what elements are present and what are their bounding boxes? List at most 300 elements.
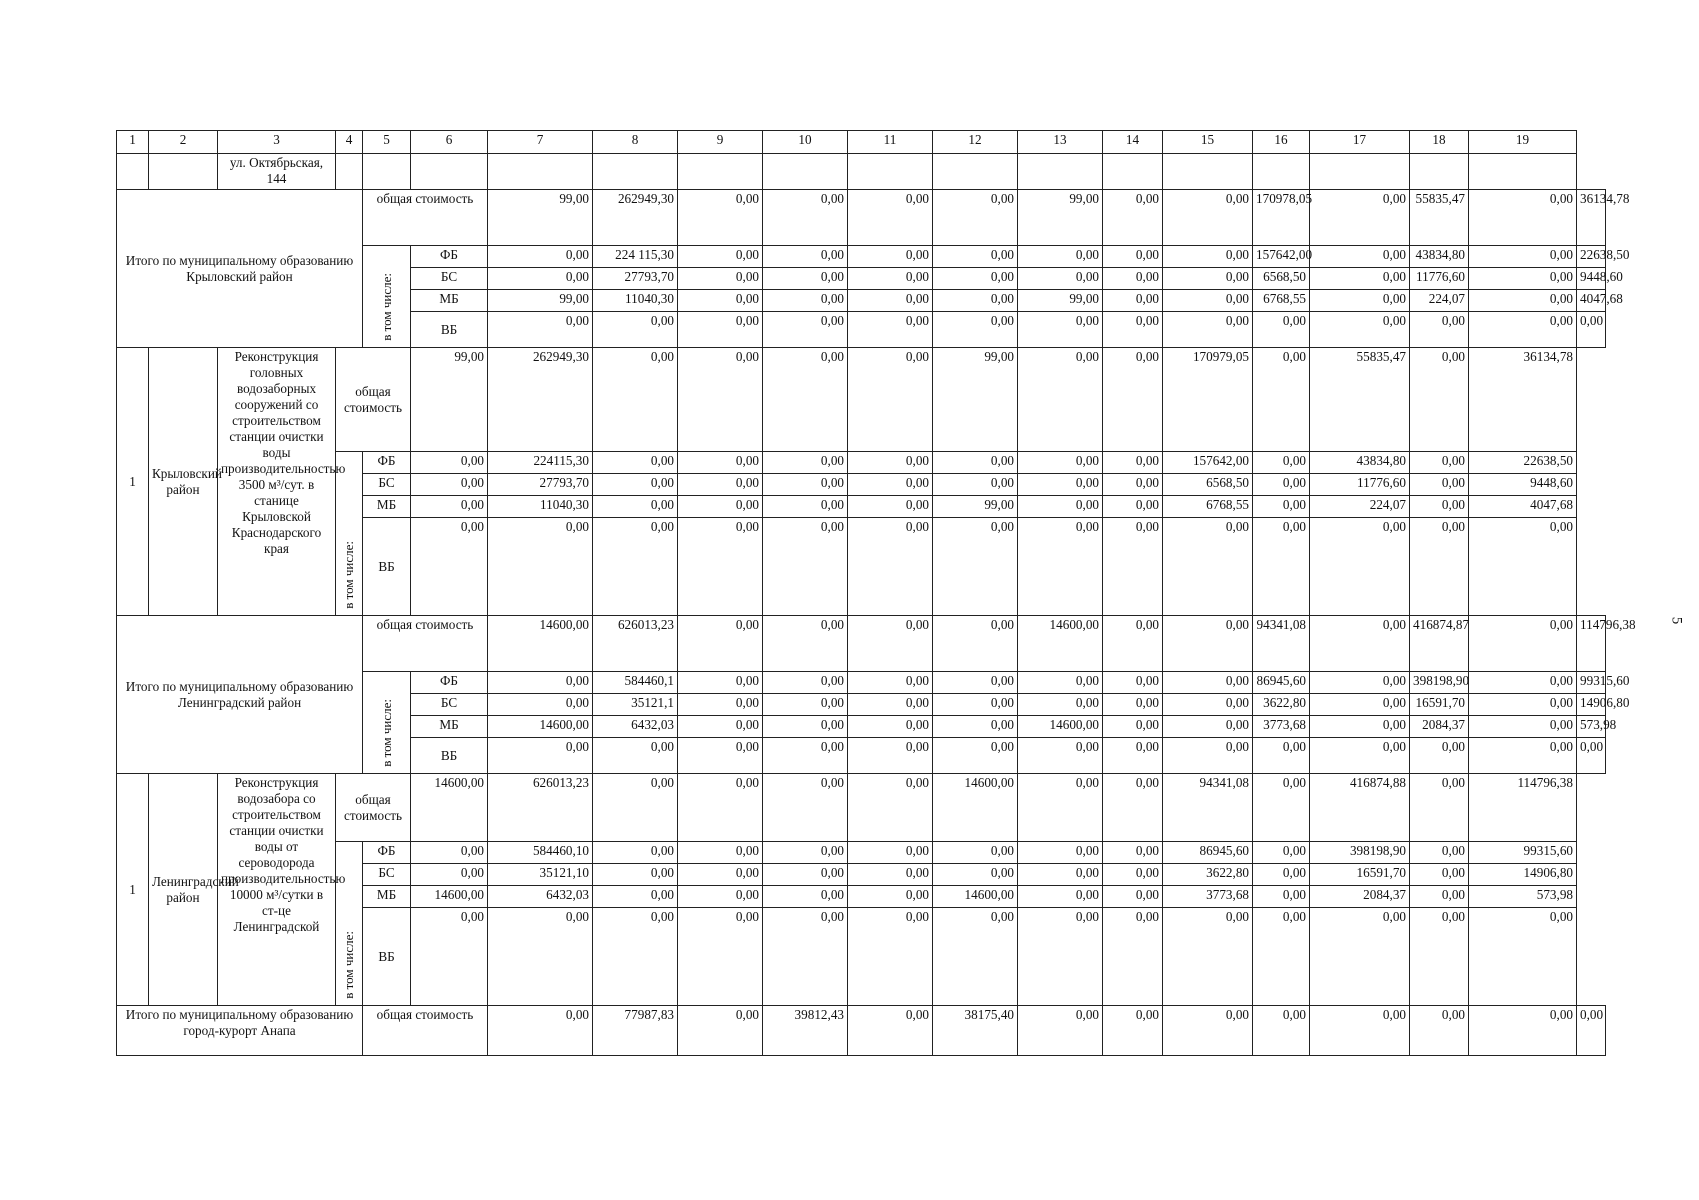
value-cell: 0,00: [933, 672, 1018, 694]
value-cell: 0,00: [593, 738, 678, 774]
value-cell: 0,00: [1103, 886, 1163, 908]
value-cell: 36134,78: [1577, 190, 1606, 246]
value-cell: 0,00: [1253, 1006, 1310, 1056]
column-number: 9: [678, 131, 763, 154]
value-cell: 0,00: [933, 312, 1018, 348]
value-cell: 55835,47: [1410, 190, 1469, 246]
value-cell: 0,00: [678, 452, 763, 474]
value-cell: 0,00: [593, 864, 678, 886]
empty-cell: [763, 154, 848, 190]
value-cell: 170978,05: [1253, 190, 1310, 246]
value-cell: 0,00: [1103, 496, 1163, 518]
value-cell: 0,00: [763, 246, 848, 268]
value-cell: 0,00: [1469, 268, 1577, 290]
empty-cell: [678, 154, 763, 190]
value-cell: 0,00: [1018, 738, 1103, 774]
value-cell: 0,00: [411, 908, 488, 1006]
value-cell: 0,00: [1410, 518, 1469, 616]
value-cell: 0,00: [1310, 616, 1410, 672]
empty-cell: [848, 154, 933, 190]
value-cell: 0,00: [1163, 616, 1253, 672]
value-cell: 0,00: [763, 694, 848, 716]
value-cell: 584460,10: [488, 842, 593, 864]
value-cell: 0,00: [1018, 774, 1103, 842]
value-cell: 0,00: [1103, 246, 1163, 268]
in-total-label: [363, 672, 411, 774]
value-cell: 0,00: [488, 246, 593, 268]
value-cell: 0,00: [411, 496, 488, 518]
column-number: 13: [1018, 131, 1103, 154]
funding-source-label: МБ: [411, 716, 488, 738]
value-cell: 0,00: [1253, 908, 1310, 1006]
value-cell: 0,00: [1018, 908, 1103, 1006]
value-cell: 9448,60: [1577, 268, 1606, 290]
value-cell: 14600,00: [1018, 716, 1103, 738]
column-number: 19: [1469, 131, 1577, 154]
value-cell: 0,00: [1018, 518, 1103, 616]
value-cell: 0,00: [1018, 672, 1103, 694]
value-cell: 0,00: [678, 716, 763, 738]
value-cell: 0,00: [1163, 716, 1253, 738]
in-total-text: в том числе:: [341, 931, 356, 999]
value-cell: 0,00: [1103, 672, 1163, 694]
value-cell: 0,00: [1018, 886, 1103, 908]
value-cell: 0,00: [848, 312, 933, 348]
value-cell: 0,00: [933, 616, 1018, 672]
column-number: 18: [1410, 131, 1469, 154]
value-cell: 0,00: [1310, 716, 1410, 738]
column-number: 11: [848, 131, 933, 154]
value-cell: 14600,00: [933, 774, 1018, 842]
value-cell: 55835,47: [1310, 348, 1410, 452]
column-number: 8: [593, 131, 678, 154]
value-cell: 0,00: [1103, 518, 1163, 616]
value-cell: 0,00: [1310, 908, 1410, 1006]
column-number: 4: [336, 131, 363, 154]
value-cell: 0,00: [1103, 774, 1163, 842]
value-cell: 0,00: [411, 518, 488, 616]
column-number: 17: [1310, 131, 1410, 154]
value-cell: 11040,30: [488, 496, 593, 518]
value-cell: 0,00: [678, 290, 763, 312]
value-cell: 0,00: [1410, 864, 1469, 886]
value-cell: 0,00: [678, 886, 763, 908]
value-cell: 14600,00: [411, 886, 488, 908]
value-cell: 626013,23: [488, 774, 593, 842]
value-cell: 0,00: [933, 246, 1018, 268]
value-cell: 0,00: [1310, 694, 1410, 716]
value-cell: 0,00: [1577, 738, 1606, 774]
empty-cell: [1253, 154, 1310, 190]
value-cell: 0,00: [678, 190, 763, 246]
value-cell: 0,00: [411, 864, 488, 886]
value-cell: 0,00: [1310, 672, 1410, 694]
value-cell: 0,00: [1253, 452, 1310, 474]
total-cost-label: общая стоимость: [363, 1006, 488, 1056]
value-cell: 0,00: [488, 672, 593, 694]
value-cell: 0,00: [1103, 1006, 1163, 1056]
value-cell: 14600,00: [488, 716, 593, 738]
value-cell: 573,98: [1577, 716, 1606, 738]
value-cell: 0,00: [848, 190, 933, 246]
funding-source-label: МБ: [363, 886, 411, 908]
empty-cell: [1163, 154, 1253, 190]
value-cell: 0,00: [593, 312, 678, 348]
value-cell: 99,00: [933, 348, 1018, 452]
value-cell: 39812,43: [763, 1006, 848, 1056]
value-cell: 0,00: [763, 474, 848, 496]
value-cell: 0,00: [933, 738, 1018, 774]
value-cell: 0,00: [1469, 738, 1577, 774]
project-number: 1: [117, 774, 149, 1006]
value-cell: 0,00: [1018, 246, 1103, 268]
value-cell: 0,00: [1310, 738, 1410, 774]
value-cell: 0,00: [1310, 1006, 1410, 1056]
value-cell: 6568,50: [1163, 474, 1253, 496]
value-cell: 0,00: [593, 518, 678, 616]
value-cell: 0,00: [848, 246, 933, 268]
value-cell: 573,98: [1469, 886, 1577, 908]
value-cell: 0,00: [1103, 738, 1163, 774]
value-cell: 0,00: [1018, 348, 1103, 452]
value-cell: 0,00: [1163, 1006, 1253, 1056]
value-cell: 0,00: [1253, 864, 1310, 886]
value-cell: 0,00: [1410, 1006, 1469, 1056]
funding-source-label: БС: [411, 694, 488, 716]
column-number: 12: [933, 131, 1018, 154]
value-cell: 16591,70: [1410, 694, 1469, 716]
value-cell: 94341,08: [1163, 774, 1253, 842]
funding-source-label: ФБ: [363, 842, 411, 864]
value-cell: 0,00: [1018, 864, 1103, 886]
table-body: [117, 131, 1636, 1056]
empty-cell: [336, 154, 363, 190]
funding-source-label: БС: [363, 864, 411, 886]
value-cell: 0,00: [1310, 268, 1410, 290]
value-cell: 0,00: [933, 452, 1018, 474]
in-total-text: в том числе:: [378, 699, 394, 767]
in-total-text: в том числе:: [378, 273, 394, 341]
value-cell: 0,00: [1163, 268, 1253, 290]
value-cell: 0,00: [848, 908, 933, 1006]
value-cell: 0,00: [678, 738, 763, 774]
value-cell: 14600,00: [488, 616, 593, 672]
value-cell: 0,00: [933, 518, 1018, 616]
value-cell: 0,00: [593, 474, 678, 496]
value-cell: 0,00: [1469, 190, 1577, 246]
value-cell: 0,00: [488, 312, 593, 348]
value-cell: 14906,80: [1577, 694, 1606, 716]
column-number: 2: [149, 131, 218, 154]
value-cell: 0,00: [763, 452, 848, 474]
empty-cell: [1469, 154, 1577, 190]
value-cell: 0,00: [488, 908, 593, 1006]
value-cell: 170979,05: [1163, 348, 1253, 452]
value-cell: 0,00: [848, 1006, 933, 1056]
value-cell: 0,00: [763, 774, 848, 842]
project-number: 1: [117, 348, 149, 616]
funding-source-label: БС: [411, 268, 488, 290]
column-number: 14: [1103, 131, 1163, 154]
value-cell: 0,00: [1103, 312, 1163, 348]
value-cell: 0,00: [848, 496, 933, 518]
value-cell: 0,00: [593, 842, 678, 864]
value-cell: 4047,68: [1469, 496, 1577, 518]
value-cell: 0,00: [678, 348, 763, 452]
value-cell: 0,00: [1253, 886, 1310, 908]
value-cell: 114796,38: [1577, 616, 1606, 672]
value-cell: 0,00: [763, 496, 848, 518]
value-cell: 11776,60: [1310, 474, 1410, 496]
value-cell: 0,00: [1469, 672, 1577, 694]
value-cell: 0,00: [1163, 694, 1253, 716]
value-cell: 0,00: [411, 474, 488, 496]
municipal-total-title: Итого по муниципальному образованию город-курорт Анапа: [117, 1006, 363, 1056]
value-cell: 0,00: [1410, 738, 1469, 774]
funding-source-label: БС: [363, 474, 411, 496]
empty-cell: [411, 154, 488, 190]
municipal-total-title: Итого по муниципальному образованию Крыловский район: [117, 190, 363, 348]
budget-table: [116, 130, 1636, 1056]
value-cell: 0,00: [1469, 1006, 1577, 1056]
empty-cell: [117, 154, 149, 190]
value-cell: 262949,30: [488, 348, 593, 452]
value-cell: 22638,50: [1577, 246, 1606, 268]
value-cell: 0,00: [848, 290, 933, 312]
value-cell: 0,00: [1103, 268, 1163, 290]
value-cell: 0,00: [933, 190, 1018, 246]
value-cell: 0,00: [1310, 190, 1410, 246]
value-cell: 157642,00: [1253, 246, 1310, 268]
value-cell: 416874,88: [1310, 774, 1410, 842]
total-cost-label: общая стоимость: [336, 348, 411, 452]
column-number: 3: [218, 131, 336, 154]
value-cell: 36134,78: [1469, 348, 1577, 452]
column-number: 1: [117, 131, 149, 154]
value-cell: 0,00: [763, 518, 848, 616]
value-cell: 99,00: [488, 190, 593, 246]
value-cell: 86945,60: [1253, 672, 1310, 694]
value-cell: 0,00: [848, 474, 933, 496]
value-cell: 0,00: [1163, 672, 1253, 694]
value-cell: 43834,80: [1410, 246, 1469, 268]
value-cell: 3773,68: [1163, 886, 1253, 908]
value-cell: 0,00: [1163, 738, 1253, 774]
value-cell: 43834,80: [1310, 452, 1410, 474]
value-cell: 3622,80: [1163, 864, 1253, 886]
value-cell: 0,00: [1410, 842, 1469, 864]
column-number: 6: [411, 131, 488, 154]
value-cell: 99315,60: [1469, 842, 1577, 864]
value-cell: 0,00: [488, 1006, 593, 1056]
value-cell: 0,00: [763, 616, 848, 672]
funding-source-label: ВБ: [411, 738, 488, 774]
total-row: [117, 616, 1606, 672]
empty-cell: [1103, 154, 1163, 190]
value-cell: 0,00: [1103, 616, 1163, 672]
project-row: [117, 842, 1606, 864]
value-cell: 35121,1: [593, 694, 678, 716]
final-total-row: [117, 1006, 1606, 1056]
value-cell: 0,00: [1410, 348, 1469, 452]
value-cell: 99,00: [933, 496, 1018, 518]
project-description: Реконструкция головных водозаборных сооружений со строительством станции очистки воды производительностью 3500 м³/сут. в станице Крыловской Краснодарского края: [218, 348, 336, 616]
value-cell: 0,00: [593, 452, 678, 474]
in-total-label: [363, 246, 411, 348]
value-cell: 0,00: [678, 908, 763, 1006]
value-cell: 0,00: [678, 312, 763, 348]
value-cell: 3622,80: [1253, 694, 1310, 716]
value-cell: 0,00: [763, 842, 848, 864]
value-cell: 416874,87: [1410, 616, 1469, 672]
column-number: 7: [488, 131, 593, 154]
value-cell: 114796,38: [1469, 774, 1577, 842]
value-cell: 0,00: [1018, 496, 1103, 518]
value-cell: 0,00: [848, 694, 933, 716]
value-cell: 0,00: [1163, 246, 1253, 268]
value-cell: 224115,30: [488, 452, 593, 474]
project-address: ул. Октябрьская, 144: [218, 154, 336, 190]
value-cell: 0,00: [763, 864, 848, 886]
value-cell: 0,00: [848, 348, 933, 452]
value-cell: 99,00: [1018, 290, 1103, 312]
project-district: Крыловский район: [149, 348, 218, 616]
value-cell: 0,00: [1253, 348, 1310, 452]
value-cell: 0,00: [763, 886, 848, 908]
value-cell: 0,00: [763, 290, 848, 312]
value-cell: 0,00: [763, 908, 848, 1006]
column-number: 10: [763, 131, 848, 154]
value-cell: 2084,37: [1310, 886, 1410, 908]
value-cell: 0,00: [593, 908, 678, 1006]
value-cell: 0,00: [678, 616, 763, 672]
value-cell: 14600,00: [1018, 616, 1103, 672]
value-cell: 0,00: [1469, 908, 1577, 1006]
value-cell: 0,00: [1410, 774, 1469, 842]
value-cell: 0,00: [1469, 246, 1577, 268]
value-cell: 0,00: [1410, 312, 1469, 348]
value-cell: 0,00: [1410, 908, 1469, 1006]
value-cell: 99315,60: [1577, 672, 1606, 694]
value-cell: 0,00: [848, 842, 933, 864]
value-cell: 0,00: [678, 496, 763, 518]
value-cell: 0,00: [411, 842, 488, 864]
value-cell: 0,00: [763, 672, 848, 694]
value-cell: 626013,23: [593, 616, 678, 672]
value-cell: 14600,00: [933, 886, 1018, 908]
value-cell: 0,00: [1103, 290, 1163, 312]
value-cell: 0,00: [1163, 190, 1253, 246]
value-cell: 0,00: [763, 738, 848, 774]
funding-source-label: ФБ: [411, 672, 488, 694]
value-cell: 27793,70: [593, 268, 678, 290]
value-cell: 0,00: [678, 268, 763, 290]
column-number: 5: [363, 131, 411, 154]
value-cell: 0,00: [933, 694, 1018, 716]
value-cell: 584460,1: [593, 672, 678, 694]
municipal-total-title: Итого по муниципальному образованию Ленинградский район: [117, 616, 363, 774]
value-cell: 0,00: [1018, 268, 1103, 290]
value-cell: 11776,60: [1410, 268, 1469, 290]
empty-cell: [363, 154, 411, 190]
value-cell: 35121,10: [488, 864, 593, 886]
empty-cell: [593, 154, 678, 190]
value-cell: 0,00: [1103, 908, 1163, 1006]
value-cell: 3773,68: [1253, 716, 1310, 738]
project-row: [117, 348, 1606, 452]
in-total-label: [336, 842, 363, 1006]
value-cell: 0,00: [1018, 474, 1103, 496]
total-cost-label: общая стоимость: [363, 190, 488, 246]
funding-source-label: ВБ: [411, 312, 488, 348]
value-cell: 0,00: [1410, 474, 1469, 496]
in-total-text: в том числе:: [341, 541, 356, 609]
value-cell: 0,00: [933, 268, 1018, 290]
address-row: [117, 154, 1606, 190]
page-number: 5: [1668, 616, 1685, 625]
value-cell: 0,00: [848, 616, 933, 672]
value-cell: 0,00: [1103, 716, 1163, 738]
value-cell: 6568,50: [1253, 268, 1310, 290]
value-cell: 0,00: [678, 774, 763, 842]
value-cell: 0,00: [848, 886, 933, 908]
value-cell: 0,00: [933, 864, 1018, 886]
value-cell: 0,00: [1577, 1006, 1606, 1056]
value-cell: 0,00: [411, 452, 488, 474]
value-cell: 224 115,30: [593, 246, 678, 268]
value-cell: 86945,60: [1163, 842, 1253, 864]
value-cell: 0,00: [1018, 842, 1103, 864]
value-cell: 0,00: [678, 864, 763, 886]
value-cell: 0,00: [1469, 518, 1577, 616]
total-row: [117, 190, 1606, 246]
value-cell: 0,00: [763, 268, 848, 290]
funding-source-label: ФБ: [411, 246, 488, 268]
value-cell: 0,00: [1103, 694, 1163, 716]
value-cell: 0,00: [1103, 452, 1163, 474]
value-cell: 0,00: [848, 864, 933, 886]
column-number: 15: [1163, 131, 1253, 154]
value-cell: 99,00: [1018, 190, 1103, 246]
value-cell: 14906,80: [1469, 864, 1577, 886]
value-cell: 224,07: [1410, 290, 1469, 312]
value-cell: 0,00: [1310, 290, 1410, 312]
empty-cell: [1018, 154, 1103, 190]
value-cell: 0,00: [678, 672, 763, 694]
value-cell: 0,00: [1163, 908, 1253, 1006]
empty-cell: [933, 154, 1018, 190]
value-cell: 0,00: [1103, 190, 1163, 246]
value-cell: 224,07: [1310, 496, 1410, 518]
value-cell: 0,00: [1103, 474, 1163, 496]
value-cell: 0,00: [848, 268, 933, 290]
value-cell: 27793,70: [488, 474, 593, 496]
value-cell: 38175,40: [933, 1006, 1018, 1056]
value-cell: 0,00: [1163, 312, 1253, 348]
value-cell: 0,00: [848, 738, 933, 774]
value-cell: 6768,55: [1253, 290, 1310, 312]
value-cell: 0,00: [933, 290, 1018, 312]
value-cell: 398198,90: [1410, 672, 1469, 694]
value-cell: 0,00: [1310, 246, 1410, 268]
value-cell: 0,00: [1410, 886, 1469, 908]
project-description: Реконструкция водозабора со строительством станции очистки воды от сероводорода производительностью 10000 м³/сутки в ст-це Ленинградской: [218, 774, 336, 1006]
funding-source-label: ВБ: [363, 518, 411, 616]
value-cell: 0,00: [1018, 694, 1103, 716]
value-cell: 0,00: [848, 452, 933, 474]
value-cell: 22638,50: [1469, 452, 1577, 474]
funding-source-label: МБ: [411, 290, 488, 312]
